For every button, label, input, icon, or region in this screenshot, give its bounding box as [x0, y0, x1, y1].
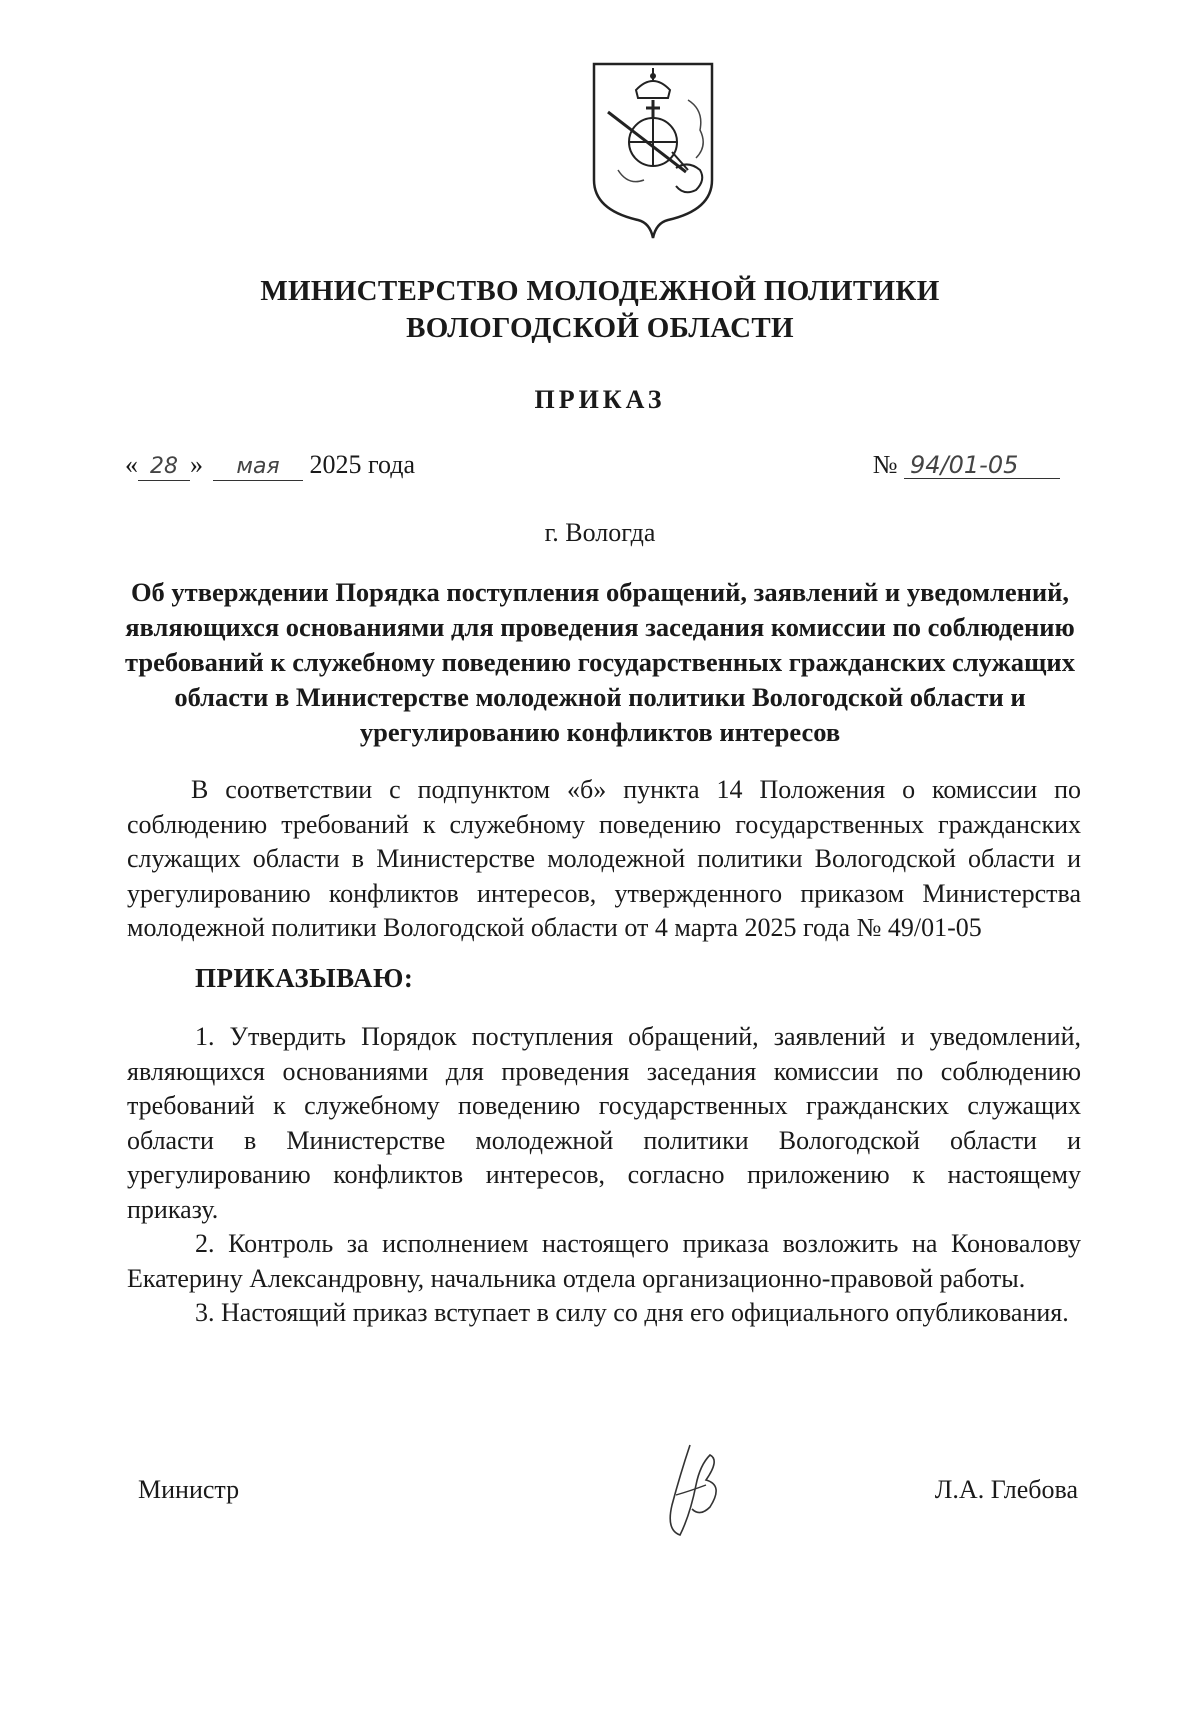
order-word: ПРИКАЗЫВАЮ: — [195, 963, 414, 993]
signatory-position: Министр — [138, 1475, 240, 1504]
document-title: Об утверждении Порядка поступления обращений, заявлений и уведомлений, являющихся основаниями для проведения заседания комиссии по соблюдению требований к служебному поведению государственных гражданских служащих области в Министерстве молодежной политики Вологодской области и урегулированию конфликтов интересов — [125, 577, 1075, 747]
handwritten-signature-icon — [650, 1435, 740, 1545]
order-items — [127, 1020, 1081, 1331]
document-number — [873, 450, 1060, 480]
order-item-3: 3. Настоящий приказ вступает в силу со дня его официального опубликования. — [195, 1298, 1069, 1327]
date-close-quote: » — [190, 450, 203, 479]
coat-of-arms-icon — [588, 60, 718, 240]
document-date — [125, 450, 415, 481]
date-open-quote: « — [125, 450, 138, 479]
number-prefix: № — [872, 450, 898, 479]
order-item-1: 1. Утвердить Порядок поступления обращений, заявлений и уведомлений, являющихся основаниями для проведения заседания комиссии по соблюдению требований к служебному поведению государственных гражданских служащих области в Министерстве молодежной политики Вологодской области и урегулированию конфликтов интересов, согласно приложению к настоящему приказу. — [127, 1022, 1081, 1224]
date-day: 28 — [138, 454, 190, 481]
signatory-name: Л.А. Глебова — [934, 1475, 1078, 1504]
document-type: ПРИКАЗ — [534, 385, 666, 414]
date-year: 2025 года — [309, 450, 416, 479]
date-month: мая — [213, 454, 303, 481]
city: г. Вологда — [544, 518, 656, 547]
ministry-name-line1: МИНИСТЕРСТВО МОЛОДЕЖНОЙ ПОЛИТИКИ — [260, 275, 940, 307]
order-item-2: 2. Контроль за исполнением настоящего приказа возложить на Коновалову Екатерину Александровну, начальника отдела организационно-правовой работы. — [127, 1229, 1081, 1293]
number-value: 94/01-05 — [904, 452, 1060, 479]
ministry-name-line2: ВОЛОГОДСКОЙ ОБЛАСТИ — [406, 312, 794, 344]
preamble: В соответствии с подпунктом «б» пункта 14 Положения о комиссии по соблюдению требований к служебному поведению государственных гражданских служащих области в Министерстве молодежной политики Вологодской области и урегулированию конфликтов интересов, утвержденного приказом Министерства молодежной политики Вологодской области от 4 марта 2025 года № 49/01-05 — [127, 775, 1081, 942]
